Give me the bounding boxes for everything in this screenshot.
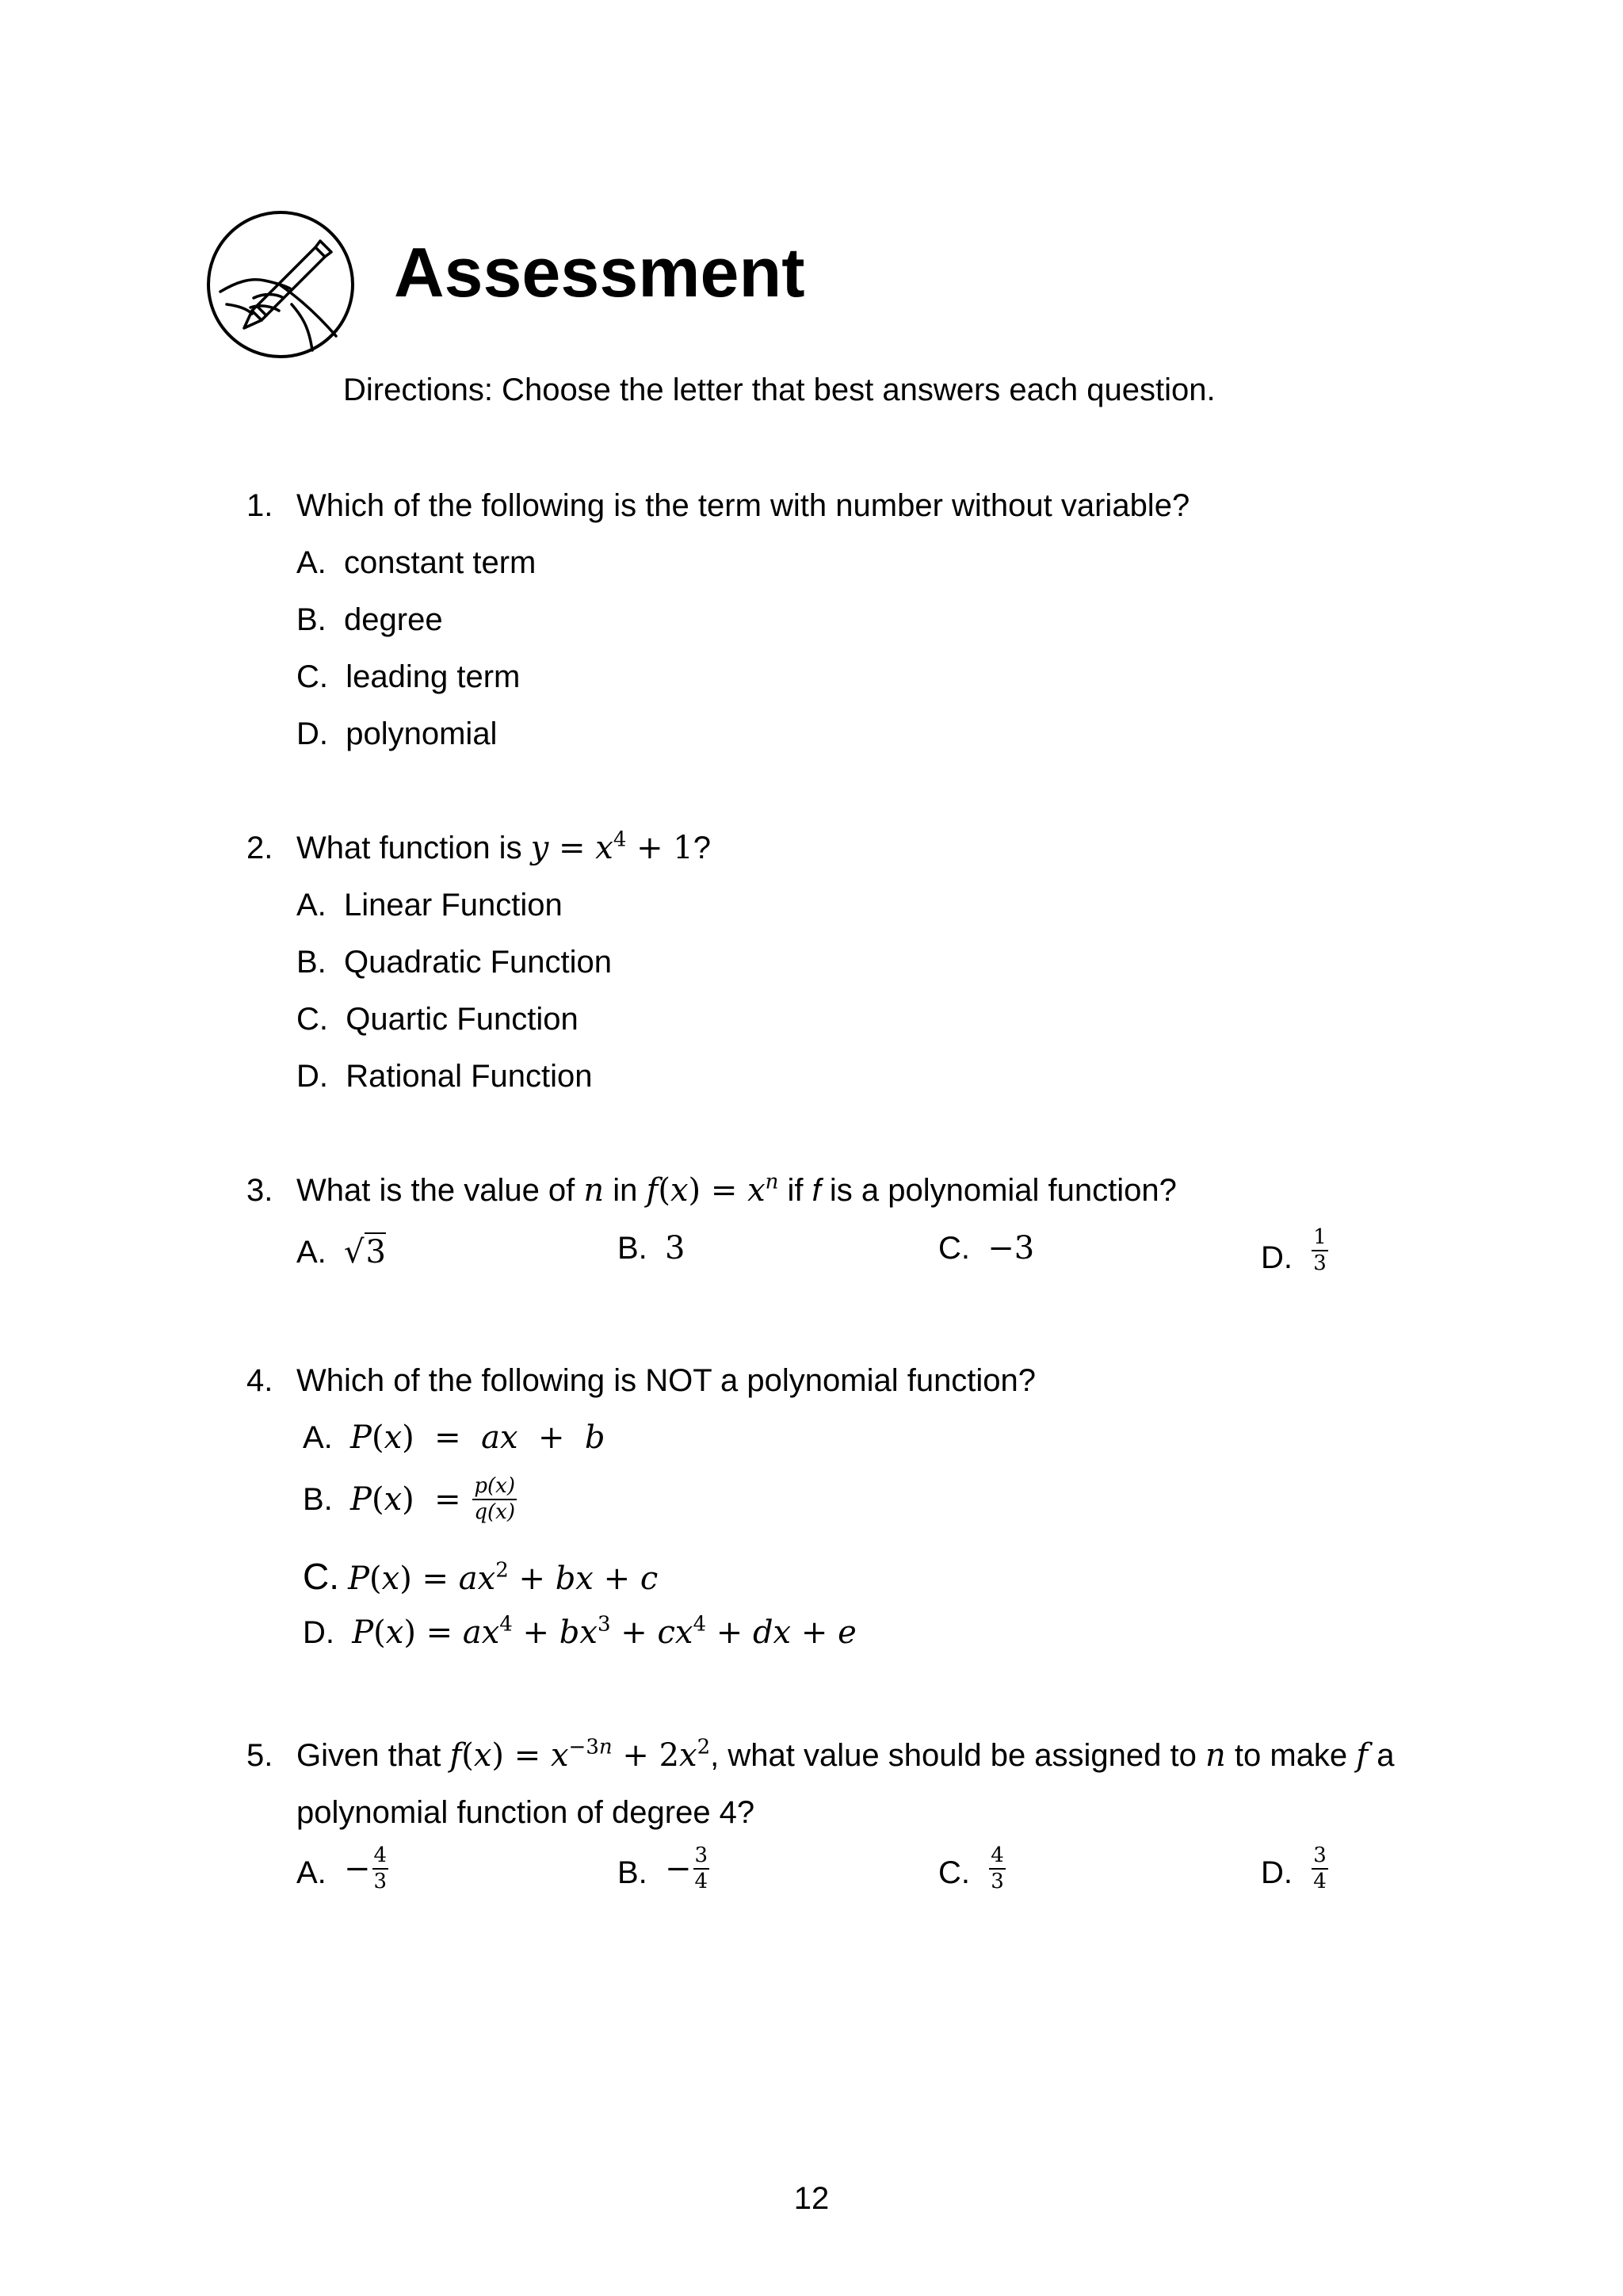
- question-text: Which of the following is the term with number without variable?: [296, 488, 1190, 523]
- choice-c[interactable]: C. Quartic Function: [296, 1002, 579, 1037]
- question-number: 5.: [246, 1738, 273, 1773]
- choice-a[interactable]: A. − $\frac{4}{3}$: [296, 1843, 388, 1894]
- fraction: $\frac{p(x)}{q(x)}$: [474, 1474, 515, 1525]
- fraction: $\frac{3}{4}$: [1313, 1843, 1327, 1894]
- choice-text: constant term: [344, 545, 537, 580]
- question-text: Given that $f(x) = x^{-3n} + 2x^2$, what value should be assigned to n to make f a: [296, 1735, 1395, 1774]
- question-number: 4.: [246, 1363, 273, 1398]
- question-text-continued: polynomial function of degree 4?: [296, 1795, 755, 1830]
- fraction: $\frac{4}{3}$: [373, 1843, 388, 1894]
- choice-letter: A.: [296, 545, 327, 580]
- sqrt-three: √3: [344, 1234, 386, 1270]
- directions-text: Directions: Choose the letter that best answers each question.: [343, 372, 1216, 407]
- choice-c[interactable]: C. $\frac{4}{3}$: [938, 1843, 1004, 1894]
- choice-a[interactable]: A. Linear Function: [296, 888, 563, 923]
- question-number: 2.: [246, 831, 273, 865]
- page-title: Assessment: [394, 233, 805, 311]
- math-expression: y: [530, 830, 549, 866]
- question-text: Which of the following is NOT a polynomial function?: [296, 1363, 1037, 1398]
- choice-text: degree: [344, 602, 443, 637]
- choice-c[interactable]: C. −3: [938, 1230, 1035, 1266]
- fraction: $\frac{1}{3}$: [1313, 1225, 1327, 1276]
- fraction: $\frac{4}{3}$: [991, 1843, 1004, 1894]
- page-number: 12: [793, 2181, 830, 2216]
- question-text: What function is $y = x^4 + 1$?: [296, 827, 712, 866]
- choice-b[interactable]: [296, 604, 443, 636]
- choice-b[interactable]: B. − $\frac{3}{4}$: [617, 1843, 708, 1894]
- question-number: 3.: [246, 1173, 273, 1208]
- choice-b[interactable]: B. Quadratic Function: [296, 945, 612, 980]
- fraction: $\frac{3}{4}$: [694, 1843, 708, 1894]
- choice-c[interactable]: C. $P(x) = ax^2$ + bx + c: [303, 1556, 659, 1597]
- choice-letter: D.: [296, 716, 328, 751]
- question-text: What is the value of n in $f(x) = x^n$ if f is a polynomial function?: [296, 1170, 1177, 1209]
- choice-d[interactable]: D. $\frac{1}{3}$: [1261, 1225, 1327, 1276]
- choice-a[interactable]: A. P(x) = ax + b: [303, 1419, 605, 1456]
- choice-d[interactable]: D. Rational Function: [296, 1059, 593, 1094]
- choice-text: leading term: [346, 659, 521, 694]
- choice-letter: C.: [296, 659, 328, 694]
- choice-c[interactable]: [296, 661, 520, 693]
- choice-d[interactable]: D. $\frac{3}{4}$: [1261, 1843, 1327, 1894]
- choice-letter: B.: [296, 602, 327, 637]
- choice-b[interactable]: B. 3: [617, 1230, 685, 1266]
- hand-writing-pencil-icon: [204, 209, 360, 360]
- choice-d[interactable]: [296, 718, 497, 750]
- question-number: 1.: [246, 488, 273, 523]
- choice-a[interactable]: [296, 547, 536, 579]
- choice-d[interactable]: D. $P(x) = ax^4 + bx^3 + cx^4$ + dx + e: [303, 1612, 857, 1651]
- choice-a[interactable]: A. √3: [296, 1234, 386, 1270]
- choice-text: polynomial: [346, 716, 498, 751]
- choice-b[interactable]: B. P ( x ) = $\frac{p(x)}{q(x)}$: [303, 1474, 515, 1525]
